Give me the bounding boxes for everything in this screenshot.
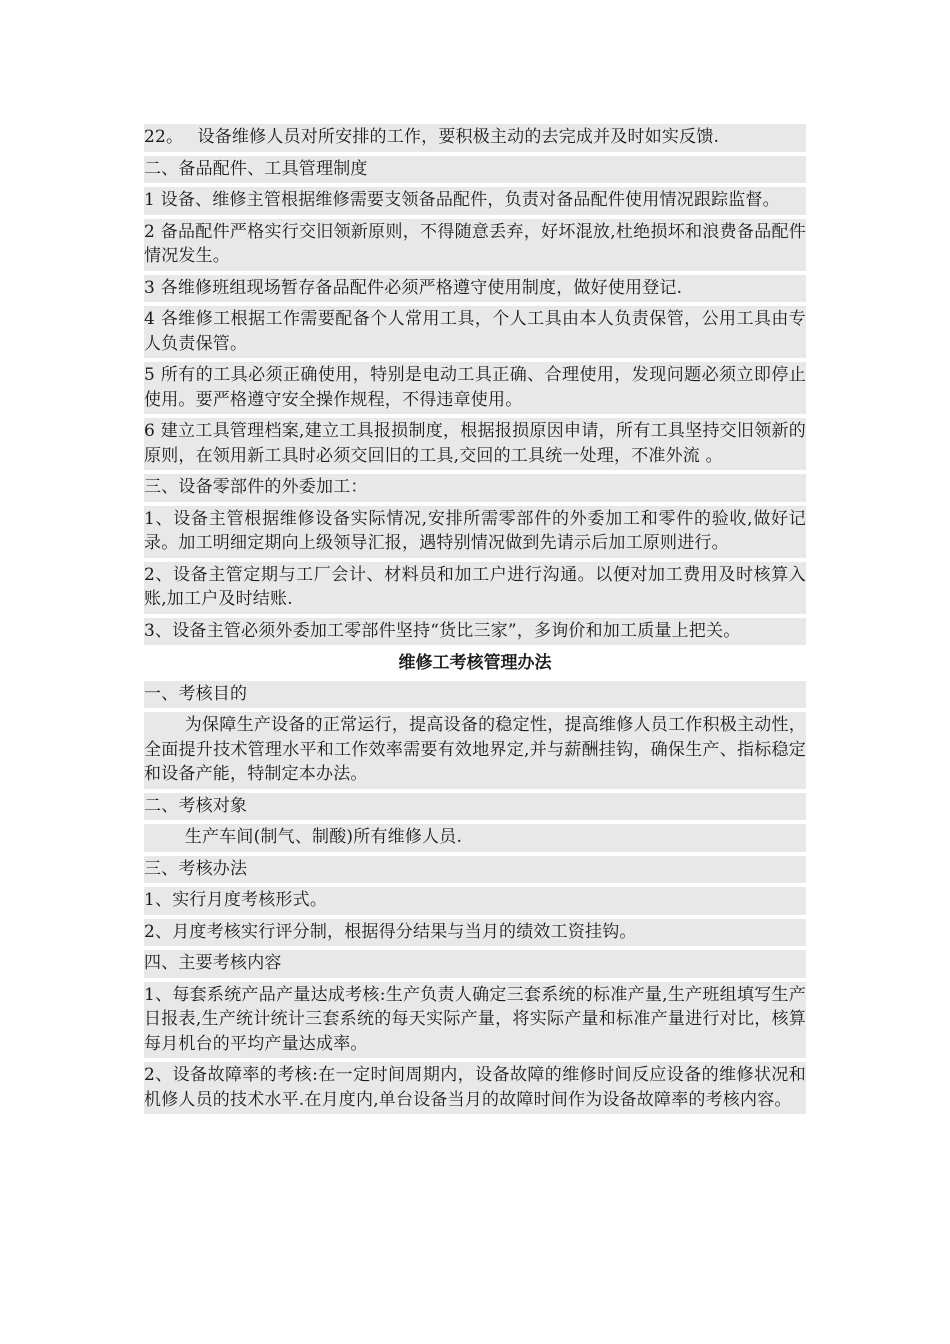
paragraph: 5 所有的工具必须正确使用，特别是电动工具正确、合理使用，发现问题必须立即停止使用。要严格遵守安全操作规程，不得违章使用。 bbox=[144, 362, 806, 414]
paragraph: 22。 设备维修人员对所安排的工作，要积极主动的去完成并及时如实反馈. bbox=[144, 124, 806, 152]
paragraph: 2、月度考核实行评分制，根据得分结果与当月的绩效工资挂钩。 bbox=[144, 919, 806, 947]
paragraph: 6 建立工具管理档案,建立工具报损制度，根据报损原因申请，所有工具坚持交旧领新的原则，在领用新工具时必须交回旧的工具,交回的工具统一处理，不准外流 。 bbox=[144, 418, 806, 470]
paragraph: 1、设备主管根据维修设备实际情况,安排所需零部件的外委加工和零件的验收,做好记录。加工明细定期向上级领导汇报，遇特别情况做到先请示后加工原则进行。 bbox=[144, 506, 806, 558]
section-heading: 三、考核办法 bbox=[144, 856, 806, 884]
paragraph: 生产车间(制气、制酸)所有维修人员. bbox=[144, 824, 806, 852]
section-heading: 二、备品配件、工具管理制度 bbox=[144, 156, 806, 184]
paragraph: 4 各维修工根据工作需要配备个人常用工具，个人工具由本人负责保管，公用工具由专人负责保管。 bbox=[144, 306, 806, 358]
paragraph: 为保障生产设备的正常运行，提高设备的稳定性，提高维修人员工作积极主动性，全面提升技术管理水平和工作效率需要有效地界定,并与薪酬挂钩，确保生产、指标稳定和设备产能，特制定本办法。 bbox=[144, 712, 806, 789]
paragraph: 1 设备、维修主管根据维修需要支领备品配件，负责对备品配件使用情况跟踪监督。 bbox=[144, 187, 806, 215]
paragraph: 1、实行月度考核形式。 bbox=[144, 887, 806, 915]
section-heading: 一、考核目的 bbox=[144, 681, 806, 709]
paragraph: 3 各维修班组现场暂存备品配件必须严格遵守使用制度，做好使用登记. bbox=[144, 275, 806, 303]
document-title: 维修工考核管理办法 bbox=[144, 649, 806, 679]
paragraph: 2、设备故障率的考核:在一定时间周期内，设备故障的维修时间反应设备的维修状况和机修人员的技术水平.在月度内,单台设备当月的故障时间作为设备故障率的考核内容。 bbox=[144, 1062, 806, 1114]
paragraph: 2、设备主管定期与工厂会计、材料员和加工户进行沟通。以便对加工费用及时核算入账,加工户及时结账. bbox=[144, 562, 806, 614]
section-heading: 四、主要考核内容 bbox=[144, 950, 806, 978]
paragraph: 1、每套系统产品产量达成考核:生产负责人确定三套系统的标准产量,生产班组填写生产日报表,生产统计统计三套系统的每天实际产量，将实际产量和标准产量进行对比，核算每月机台的平均产量达成率。 bbox=[144, 982, 806, 1059]
paragraph: 2 备品配件严格实行交旧领新原则，不得随意丢弃，好坏混放,杜绝损坏和浪费备品配件情况发生。 bbox=[144, 219, 806, 271]
paragraph: 3、设备主管必须外委加工零部件坚持“货比三家”，多询价和加工质量上把关。 bbox=[144, 618, 806, 646]
section-heading: 三、设备零部件的外委加工： bbox=[144, 474, 806, 502]
section-heading: 二、考核对象 bbox=[144, 793, 806, 821]
document-body bbox=[144, 124, 806, 1118]
